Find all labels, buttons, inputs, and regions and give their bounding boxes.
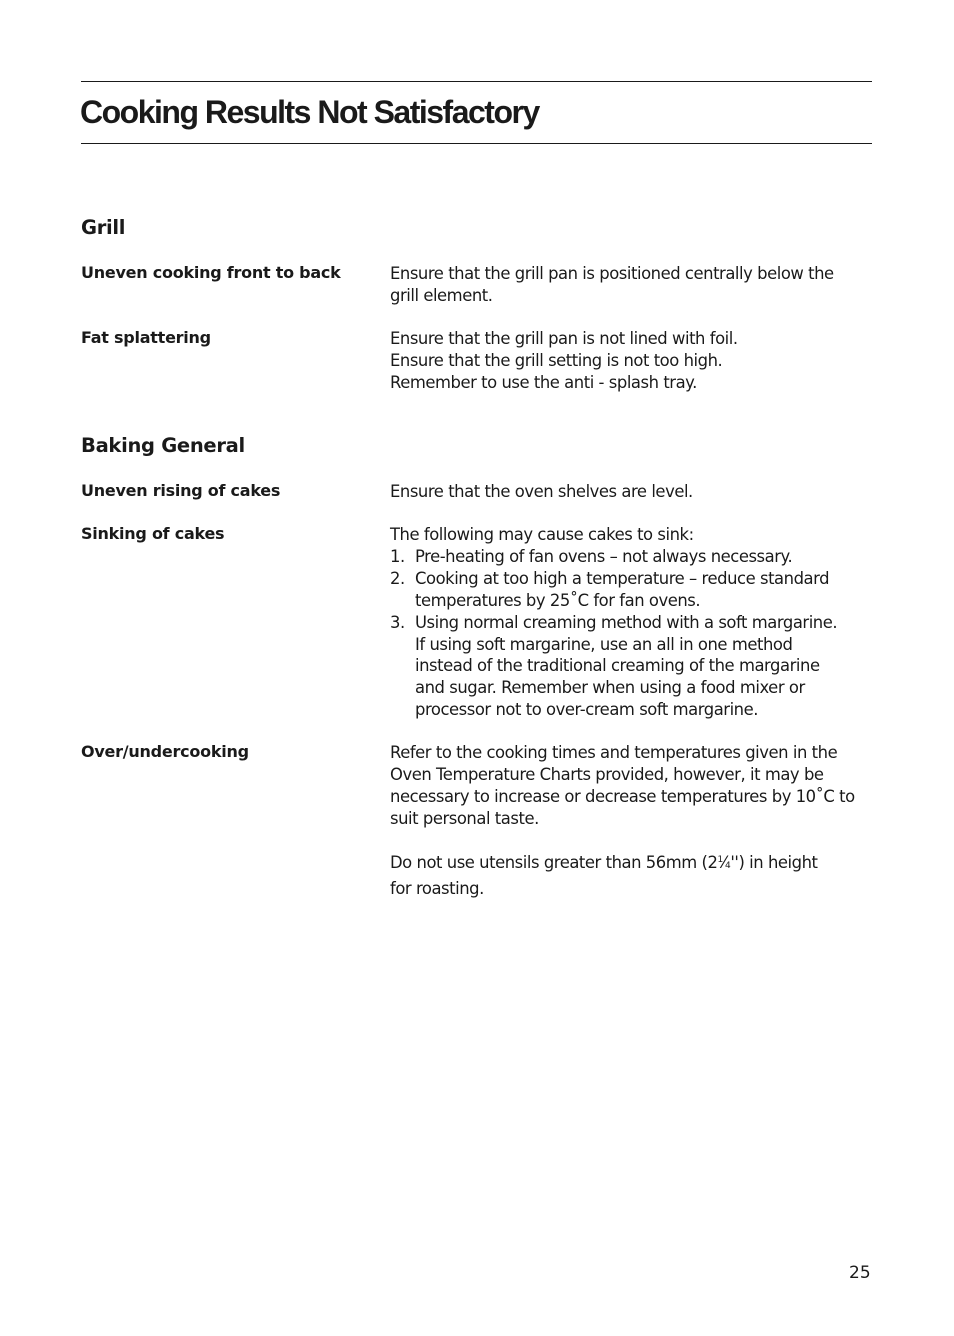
solution-uneven-rising (390, 481, 880, 503)
paragraph-gap (390, 830, 880, 852)
section-heading-grill: Grill (81, 216, 126, 239)
solution-over-undercooking (390, 742, 880, 899)
problem-label-fat-splattering: Fat splattering (81, 328, 211, 347)
solution-fat-splattering (390, 328, 880, 394)
list-item-line: temperatures by 25˚C for fan ovens. (415, 590, 701, 610)
numbered-list-item (390, 568, 880, 612)
list-number: 3. (390, 612, 405, 632)
list-item-line: processor not to over-cream soft margarine. (415, 700, 759, 720)
list-item-line: Pre-heating of fan ovens – not always necessary. (415, 546, 793, 566)
list-item-line: and sugar. Remember when using a food mixer or (415, 678, 805, 698)
solution-uneven-cooking (390, 263, 880, 307)
numbered-list-item (390, 546, 880, 568)
solution-intro: The following may cause cakes to sink: (390, 525, 694, 544)
solution-line: Remember to use the anti - splash tray. (390, 372, 697, 392)
roasting-note-line: for roasting. (390, 878, 484, 898)
problem-label-uneven-rising: Uneven rising of cakes (81, 481, 281, 500)
list-number: 1. (390, 546, 405, 566)
roasting-note-line (390, 852, 880, 878)
fraction-numerator: 1 (717, 854, 723, 865)
note-text: '') in height (730, 852, 818, 872)
solution-line: Ensure that the oven shelves are level. (390, 482, 693, 501)
note-text: Do not use utensils greater than 56mm (2 (390, 852, 718, 872)
list-item-line: instead of the traditional creaming of the margarine (415, 656, 820, 676)
solution-sinking-cakes (390, 524, 880, 721)
list-item-line: Using normal creaming method with a soft margarine. (415, 612, 838, 632)
list-item-line: If using soft margarine, use an all in one method (415, 634, 793, 654)
page-number: 25 (849, 1263, 871, 1283)
list-number: 2. (390, 568, 405, 588)
solution-line: Ensure that the grill pan is positioned centrally below the (390, 264, 834, 283)
solution-line: Ensure that the grill pan is not lined with foil. (390, 329, 738, 348)
fraction-denominator: 4 (725, 860, 731, 871)
solution-line: Oven Temperature Charts provided, however, it may be (390, 764, 824, 784)
problem-label-over-undercooking: Over/undercooking (81, 742, 249, 761)
page-title: Cooking Results Not Satisfactory (80, 94, 539, 130)
problem-label-sinking-cakes: Sinking of cakes (81, 524, 225, 543)
problem-label-uneven-cooking: Uneven cooking front to back (81, 263, 341, 282)
numbered-list-item (390, 612, 880, 722)
fraction-slash: ⁄ (722, 852, 726, 872)
solution-line: necessary to increase or decrease temperatures by 10˚C to (390, 786, 855, 806)
list-item-line: Cooking at too high a temperature – reduce standard (415, 568, 830, 588)
top-rule (81, 81, 872, 82)
solution-line: suit personal taste. (390, 808, 539, 828)
section-heading-baking-general: Baking General (81, 434, 245, 457)
title-underline-rule (81, 143, 872, 144)
solution-line: Ensure that the grill setting is not too high. (390, 350, 723, 370)
solution-line: Refer to the cooking times and temperatures given in the (390, 743, 838, 762)
solution-line: grill element. (390, 285, 493, 305)
